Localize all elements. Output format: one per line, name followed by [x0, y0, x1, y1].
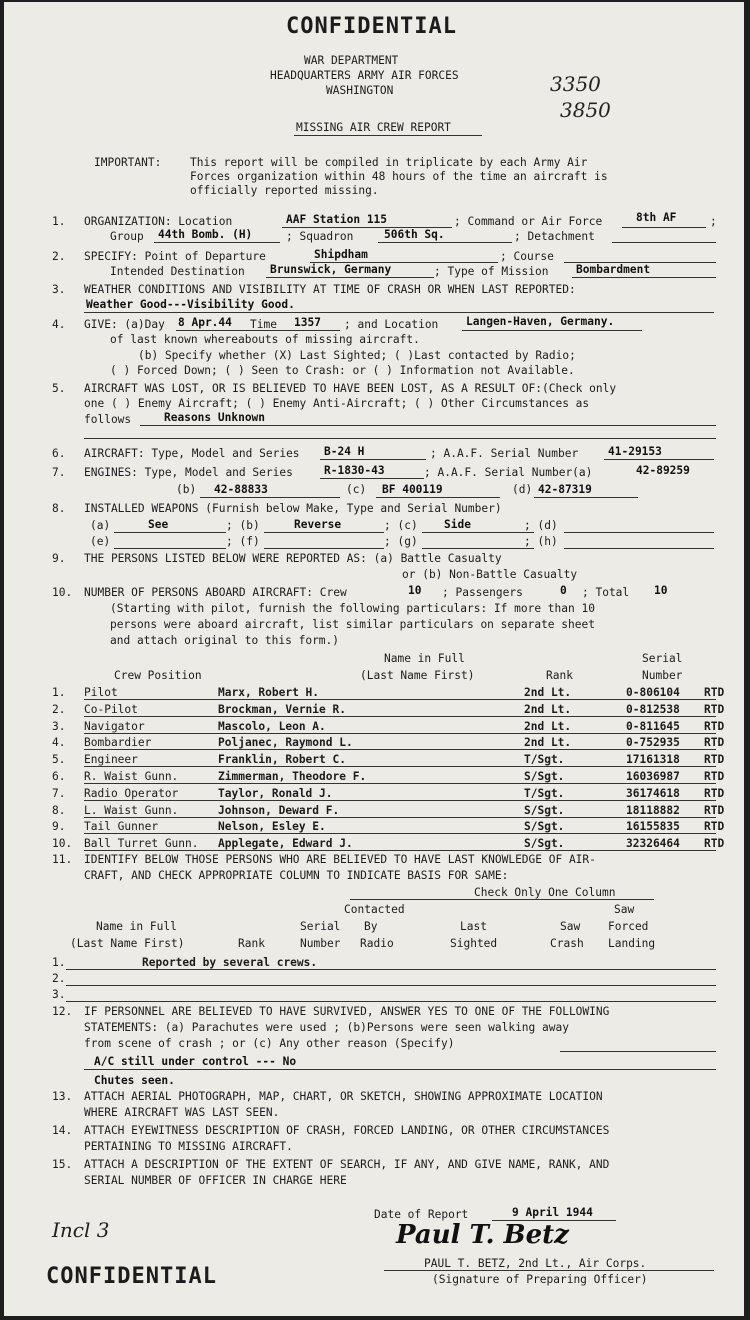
- crew-status-note: RTD: [704, 770, 725, 783]
- weapon-e-label: (e): [90, 535, 111, 548]
- missing-air-crew-report: [4, 2, 744, 1316]
- lost-cause-text-1: AIRCRAFT WAS LOST, OR IS BELIEVED TO HAVE BEEN LOST, AS A RESULT OF:(Check only: [84, 382, 617, 395]
- report-number-1: 3350: [550, 72, 601, 96]
- crew-name: Taylor, Ronald J.: [218, 786, 333, 800]
- persons-aboard-text-3: persons were aboard aircraft, list similar particulars on separate sheet: [110, 618, 595, 631]
- crew-count: 10: [408, 584, 422, 597]
- crew-row-number: 4.: [52, 736, 66, 750]
- weather-value: Weather Good---Visibility Good.: [86, 298, 295, 311]
- crew-name: Zimmerman, Theodore F.: [218, 770, 367, 783]
- weapon-f-label: ; (f): [226, 535, 260, 548]
- weapon-d-label: ; (d): [524, 519, 558, 532]
- crew-serial: 36174618: [626, 786, 680, 800]
- crew-status-note: RTD: [704, 702, 725, 716]
- crew-position: Navigator: [84, 719, 145, 733]
- photo-instructions-2: WHERE AIRCRAFT WAS LAST SEEN.: [84, 1106, 280, 1119]
- crew-rank: S/Sgt.: [524, 803, 565, 817]
- crew-serial: 17161318: [626, 753, 680, 767]
- item-number: 1.: [52, 215, 66, 228]
- item-number: 14.: [52, 1124, 73, 1137]
- crew-row: [4, 736, 744, 750]
- crew-name: Mascolo, Leon A.: [218, 719, 326, 733]
- crew-serial: 0-812538: [626, 702, 680, 716]
- item-number: 7.: [52, 466, 66, 479]
- knowledge-header-forced-3: Landing: [608, 937, 656, 950]
- eyewitness-instructions-2: PERTAINING TO MISSING AIRCRAFT.: [84, 1140, 293, 1153]
- crew-status-note: RTD: [704, 837, 725, 851]
- time-value: 1357: [294, 316, 321, 329]
- engine-c-label: (c): [346, 483, 367, 496]
- knowledge-header-serial-1: Serial: [300, 920, 341, 933]
- important-label: IMPORTANT:: [94, 156, 162, 169]
- total-count: 10: [654, 584, 668, 597]
- crew-row: [4, 770, 744, 784]
- knowledge-row-number: 3.: [52, 988, 66, 1001]
- crew-rank: 2nd Lt.: [524, 719, 572, 733]
- crew-position: Tail Gunner: [84, 820, 159, 834]
- important-line-2: Forces organization within 48 hours of the time an aircraft is: [190, 170, 608, 183]
- location-value: Langen-Haven, Germany.: [466, 315, 615, 328]
- day-value: 8 Apr.44: [178, 316, 232, 329]
- crew-rank: 2nd Lt.: [524, 686, 572, 699]
- aircraft-model-value: B-24 H: [324, 445, 365, 458]
- whereabouts-text: of last known whereabouts of missing aircraft.: [110, 333, 420, 346]
- pencil-annotation: Incl 3: [52, 1218, 110, 1242]
- item-number: 11.: [52, 853, 73, 866]
- crew-status-note: RTD: [704, 719, 725, 733]
- crew-row-number: 10.: [52, 837, 73, 851]
- specify-whether-text: (b) Specify whether (X) Last Sighted; ( )Last contacted by Radio;: [138, 349, 576, 362]
- departure-value: Shipdham: [314, 248, 368, 261]
- identify-text-1: IDENTIFY BELOW THOSE PERSONS WHO ARE BELIEVED TO HAVE LAST KNOWLEDGE OF AIR-: [84, 853, 596, 866]
- crew-status-note: RTD: [704, 736, 725, 750]
- mission-label: ; Type of Mission: [434, 265, 549, 278]
- crew-rank: S/Sgt.: [524, 820, 565, 834]
- engine-a-value: 42-89259: [636, 464, 690, 477]
- reason-value: Reasons Unknown: [164, 411, 266, 424]
- crew-row-number: 7.: [52, 786, 66, 800]
- knowledge-row: [4, 956, 744, 970]
- photo-instructions-1: ATTACH AERIAL PHOTOGRAPH, MAP, CHART, OR SKETCH, SHOWING APPROXIMATE LOCATION: [84, 1090, 603, 1103]
- knowledge-header-name-2: (Last Name First): [70, 937, 185, 950]
- lost-cause-text-2: one ( ) Enemy Aircraft; ( ) Enemy Anti-Aircraft; ( ) Other Circumstances as: [84, 397, 590, 410]
- location-label: ; and Location: [344, 318, 439, 331]
- crew-serial: 0-752935: [626, 736, 680, 750]
- persons-aboard-text-4: and attach original to this form.): [110, 634, 340, 647]
- knowledge-header-contacted-1: Contacted: [344, 903, 405, 916]
- total-label: ; Total: [582, 586, 630, 599]
- crew-position: R. Waist Gunn.: [84, 770, 179, 783]
- crew-header-serial-1: Serial: [642, 652, 683, 665]
- item-number: 10.: [52, 586, 73, 599]
- search-instructions-2: SERIAL NUMBER OF OFFICER IN CHARGE HERE: [84, 1174, 347, 1187]
- header-department: WAR DEPARTMENT: [304, 54, 399, 67]
- air-force: 8th AF: [636, 211, 677, 224]
- confidential-stamp-bottom: CONFIDENTIAL: [46, 1264, 217, 1289]
- crew-serial: 32326464: [626, 837, 680, 851]
- crew-row: [4, 837, 744, 851]
- crew-status-note: RTD: [704, 803, 725, 817]
- crew-serial: 16036987: [626, 770, 680, 783]
- confidential-stamp-top: CONFIDENTIAL: [286, 14, 457, 39]
- forced-down-text: ( ) Forced Down; ( ) Seen to Crash: or ( ) Information not Available.: [110, 364, 575, 377]
- survived-text-2: STATEMENTS: (a) Parachutes were used ; (b)Persons were seen walking away: [84, 1021, 569, 1034]
- knowledge-header-contacted-3: Radio: [360, 937, 394, 950]
- crew-rank: 2nd Lt.: [524, 736, 572, 750]
- crew-row-number: 6.: [52, 770, 66, 783]
- crew-row: [4, 686, 744, 700]
- crew-row: [4, 720, 744, 734]
- crew-row: [4, 804, 744, 818]
- item-number: 13.: [52, 1090, 73, 1103]
- crew-serial: 0-811645: [626, 719, 680, 733]
- item-number: 6.: [52, 447, 66, 460]
- report-number-2: 3850: [560, 98, 611, 122]
- engines-label: ENGINES: Type, Model and Series: [84, 466, 293, 479]
- command-label: ; Command or Air Force: [454, 215, 603, 228]
- crew-row: [4, 787, 744, 801]
- crew-serial: 16155835: [626, 820, 680, 834]
- survived-answer-2: Chutes seen.: [94, 1074, 175, 1087]
- item-number: 5.: [52, 382, 66, 395]
- knowledge-row: [4, 972, 744, 986]
- weather-label: WEATHER CONDITIONS AND VISIBILITY AT TIME OF CRASH OR WHEN LAST REPORTED:: [84, 283, 576, 296]
- engine-b-value: 42-88833: [214, 483, 268, 496]
- weapon-c-value: Side: [444, 518, 471, 531]
- item-number: 12.: [52, 1005, 73, 1018]
- crew-rank: S/Sgt.: [524, 770, 565, 783]
- item-number: 3.: [52, 283, 66, 296]
- knowledge-row-text: Reported by several crews.: [142, 956, 318, 969]
- crew-serial: 18118882: [626, 803, 680, 817]
- squadron-value: 506th Sq.: [384, 228, 445, 241]
- survived-text-3: from scene of crash ; or (c) Any other reason (Specify): [84, 1037, 455, 1050]
- follows-label: follows: [84, 413, 132, 426]
- crew-status-note: RTD: [704, 686, 725, 699]
- engine-d-label: (d): [512, 483, 533, 496]
- crew-name: Johnson, Deward F.: [218, 803, 340, 817]
- crew-status-note: RTD: [704, 786, 725, 800]
- crew-position: Engineer: [84, 753, 138, 767]
- crew-name: Nelson, Esley E.: [218, 820, 326, 834]
- knowledge-header-last-1: Last: [460, 920, 487, 933]
- search-instructions-1: ATTACH A DESCRIPTION OF THE EXTENT OF SEARCH, IF ANY, AND GIVE NAME, RANK, AND: [84, 1158, 610, 1171]
- crew-rank: T/Sgt.: [524, 786, 565, 800]
- item-sep: ;: [710, 215, 717, 228]
- engine-c-value: BF 400119: [382, 483, 443, 496]
- squadron-label: ; Squadron: [286, 230, 354, 243]
- weapon-a-value: See: [148, 518, 169, 531]
- engine-d-value: 42-87319: [538, 483, 592, 496]
- crew-rank: S/Sgt.: [524, 837, 565, 851]
- crew-header-serial-2: Number: [642, 669, 683, 682]
- knowledge-row-number: 2.: [52, 972, 66, 985]
- knowledge-header-saw-1: Saw: [560, 920, 581, 933]
- header-city: WASHINGTON: [326, 84, 394, 97]
- crew-position: Pilot: [84, 686, 118, 699]
- eyewitness-instructions-1: ATTACH EYEWITNESS DESCRIPTION OF CRASH, FORCED LANDING, OR OTHER CIRCUMSTANCES: [84, 1124, 610, 1137]
- weapon-g-label: ; (g): [384, 535, 418, 548]
- casualty-text-2: or (b) Non-Battle Casualty: [402, 568, 578, 581]
- crew-row-number: 3.: [52, 719, 66, 733]
- aircraft-serial-value: 41-29153: [608, 445, 662, 458]
- weapon-c-label: ; (c): [384, 519, 418, 532]
- knowledge-header-saw-2: Crash: [550, 937, 584, 950]
- mission-value: Bombardment: [576, 263, 651, 276]
- important-line-1: This report will be compiled in triplicate by each Army Air: [190, 156, 588, 169]
- organization-label: ORGANIZATION: Location: [84, 215, 233, 228]
- crew-rank: 2nd Lt.: [524, 702, 572, 716]
- crew-row-number: 9.: [52, 820, 66, 834]
- knowledge-header-forced-2: Forced: [608, 920, 649, 933]
- destination-value: Brunswick, Germany: [270, 263, 392, 276]
- date-label: GIVE: (a)Day: [84, 318, 165, 331]
- group-value: 44th Bomb. (H): [158, 228, 253, 241]
- knowledge-header-rank: Rank: [238, 937, 265, 950]
- crew-row: [4, 753, 744, 767]
- crew-position: Ball Turret Gunn.: [84, 837, 199, 851]
- crew-name: Poljanec, Raymond L.: [218, 736, 353, 750]
- crew-status-note: RTD: [704, 820, 725, 834]
- officer-signature: Paul T. Betz: [396, 1220, 569, 1250]
- persons-aboard-text-2: (Starting with pilot, furnish the following particulars: If more than 10: [110, 602, 595, 615]
- identify-text-2: CRAFT, AND CHECK APPROPRIATE COLUMN TO INDICATE BASIS FOR SAME:: [84, 869, 509, 882]
- weapons-label: INSTALLED WEAPONS (Furnish below Make, Type and Serial Number): [84, 502, 502, 515]
- knowledge-row-number: 1.: [52, 956, 66, 969]
- date-of-report-label: Date of Report: [374, 1208, 469, 1221]
- knowledge-header-last-2: Sighted: [450, 937, 498, 950]
- knowledge-header-name-1: Name in Full: [96, 920, 177, 933]
- crew-row-number: 2.: [52, 702, 66, 716]
- crew-name: Applegate, Edward J.: [218, 837, 353, 851]
- passengers-label: ; Passengers: [442, 586, 523, 599]
- engine-model-value: R-1830-43: [324, 464, 385, 477]
- engine-b-label: (b): [176, 483, 197, 496]
- crew-header-name-1: Name in Full: [384, 652, 465, 665]
- aircraft-model-label: AIRCRAFT: Type, Model and Series: [84, 447, 300, 460]
- departure-label: SPECIFY: Point of Departure: [84, 250, 266, 263]
- knowledge-header-forced-1: Saw: [614, 903, 635, 916]
- crew-position: Co-Pilot: [84, 702, 138, 716]
- preparing-officer-name: PAUL T. BETZ, 2nd Lt., Air Corps.: [424, 1257, 647, 1270]
- knowledge-header-serial-2: Number: [300, 937, 341, 950]
- crew-name: Marx, Robert H.: [218, 686, 320, 699]
- group-label: Group: [110, 230, 144, 243]
- preparing-officer-caption: (Signature of Preparing Officer): [432, 1273, 648, 1286]
- crew-name: Franklin, Robert C.: [218, 753, 346, 767]
- crew-row: [4, 703, 744, 717]
- crew-header-position: Crew Position: [114, 669, 202, 682]
- crew-name: Brockman, Vernie R.: [218, 702, 346, 716]
- aircraft-serial-label: ; A.A.F. Serial Number: [430, 447, 579, 460]
- report-title: MISSING AIR CREW REPORT: [296, 121, 451, 134]
- knowledge-row: [4, 988, 744, 1002]
- crew-header-rank: Rank: [546, 669, 573, 682]
- item-number: 4.: [52, 318, 66, 331]
- organization-location: AAF Station 115: [286, 213, 388, 226]
- survived-answer-1: A/C still under control --- No: [94, 1055, 297, 1068]
- crew-serial: 0-806104: [626, 686, 680, 699]
- crew-rank: T/Sgt.: [524, 753, 565, 767]
- weapon-b-value: Reverse: [294, 518, 342, 531]
- crew-position: Radio Operator: [84, 786, 179, 800]
- destination-label: Intended Destination: [110, 265, 245, 278]
- weapon-a-label: (a): [90, 519, 111, 532]
- passengers-count: 0: [560, 584, 567, 597]
- crew-position: L. Waist Gunn.: [84, 803, 179, 817]
- weapon-b-label: ; (b): [226, 519, 260, 532]
- course-label: ; Course: [500, 250, 554, 263]
- survived-text-1: IF PERSONNEL ARE BELIEVED TO HAVE SURVIVED, ANSWER YES TO ONE OF THE FOLLOWING: [84, 1005, 610, 1018]
- crew-row-number: 1.: [52, 686, 66, 699]
- crew-row: [4, 820, 744, 834]
- check-one-column: Check Only One Column: [474, 886, 616, 899]
- casualty-text-1: THE PERSONS LISTED BELOW WERE REPORTED AS: (a) Battle Casualty: [84, 552, 502, 565]
- crew-status-note: RTD: [704, 753, 725, 767]
- important-line-3: officially reported missing.: [190, 184, 379, 197]
- item-number: 15.: [52, 1158, 73, 1171]
- date-of-report-value: 9 April 1944: [512, 1206, 593, 1219]
- item-number: 8.: [52, 502, 66, 515]
- persons-aboard-label: NUMBER OF PERSONS ABOARD AIRCRAFT: Crew: [84, 586, 347, 599]
- detachment-label: ; Detachment: [514, 230, 595, 243]
- item-number: 9.: [52, 552, 66, 565]
- weapon-h-label: ; (h): [524, 535, 558, 548]
- crew-row-number: 8.: [52, 803, 66, 817]
- header-headquarters: HEADQUARTERS ARMY AIR FORCES: [270, 69, 459, 82]
- time-label: Time: [250, 318, 277, 331]
- crew-row-number: 5.: [52, 753, 66, 767]
- crew-position: Bombardier: [84, 736, 152, 750]
- crew-header-name-2: (Last Name First): [360, 669, 475, 682]
- item-number: 2.: [52, 250, 66, 263]
- knowledge-header-contacted-2: By: [364, 920, 378, 933]
- engine-serial-label: ; A.A.F. Serial Number(a): [424, 466, 593, 479]
